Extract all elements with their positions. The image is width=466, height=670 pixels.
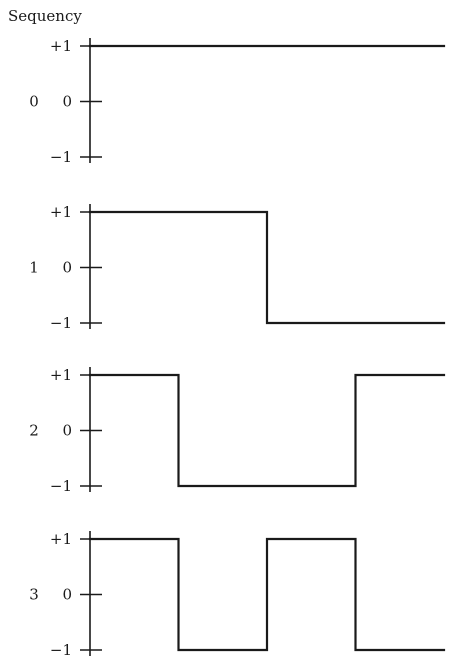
y-tick-label: −1: [49, 314, 72, 332]
panel-sequency-0: [29, 37, 444, 166]
chart-title: Sequency: [8, 7, 82, 25]
sequency-label: 0: [29, 92, 39, 111]
y-tick-label: +1: [49, 530, 72, 548]
waveform-series-1: [90, 212, 444, 323]
y-tick-label: −1: [49, 148, 72, 166]
panel-sequency-1: [29, 203, 444, 332]
y-tick-label: +1: [49, 366, 72, 384]
chart-panels: [29, 37, 444, 659]
sequency-label: 3: [29, 585, 39, 604]
waveform-series-2: [90, 375, 444, 486]
y-tick-label: 0: [62, 585, 72, 604]
panel-sequency-2: [29, 366, 444, 495]
waveform-series-3: [90, 539, 444, 650]
y-tick-label: 0: [62, 421, 72, 440]
y-tick-label: −1: [49, 641, 72, 659]
y-tick-label: 0: [62, 258, 72, 277]
y-tick-label: 0: [62, 92, 72, 111]
sequency-label: 1: [29, 258, 39, 277]
panel-sequency-3: [29, 530, 444, 659]
y-tick-label: +1: [49, 37, 72, 55]
y-tick-label: −1: [49, 477, 72, 495]
sequency-label: 2: [29, 421, 39, 440]
y-tick-label: +1: [49, 203, 72, 221]
